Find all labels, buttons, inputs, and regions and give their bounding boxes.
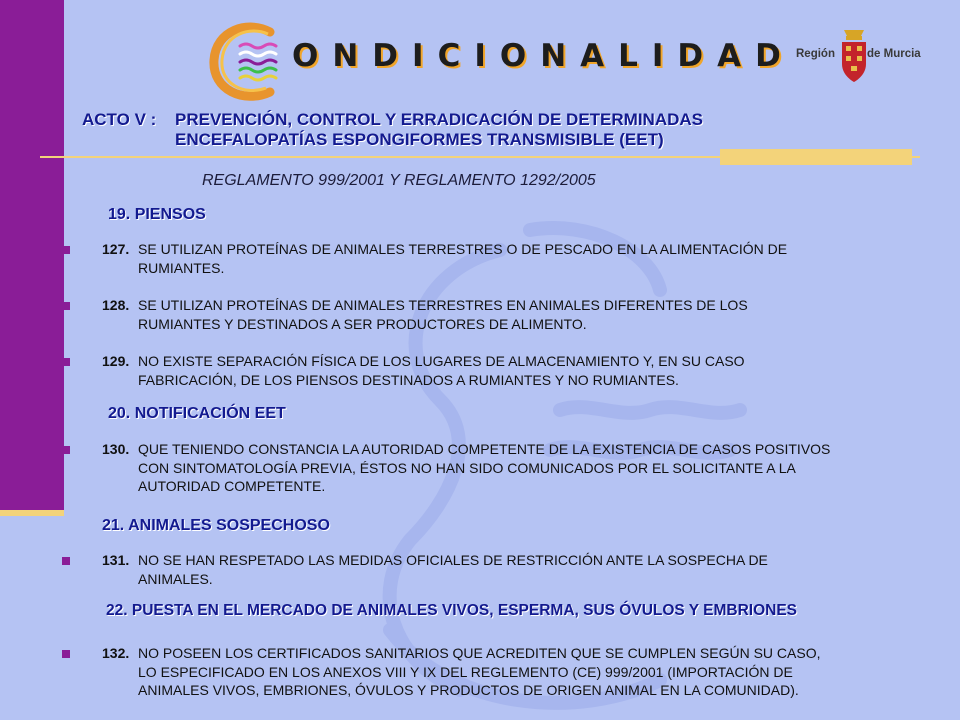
left-accent-bar-edge	[0, 510, 64, 516]
section-heading-puesta-en-mercado: 22. PUESTA EN EL MERCADO DE ANIMALES VIVOS, ESPERMA, SUS ÓVULOS Y EMBRIONES	[106, 602, 798, 619]
item-line: AUTORIDAD COMPETENTE.	[138, 478, 326, 494]
item-line: RUMIANTES Y DESTINADOS A SER PRODUCTORES DE ALIMENTO.	[138, 315, 587, 332]
act-title-line-1: PREVENCIÓN, CONTROL Y ERRADICACIÓN DE DETERMINADAS	[175, 110, 703, 129]
item-line: ANIMALES.	[138, 570, 213, 587]
region-label: Región	[796, 48, 835, 60]
item-line: RUMIANTES.	[138, 259, 225, 276]
act-title-line-2: ENCEFALOPATÍAS ESPONGIFORMES TRANSMISIBLE (EET)	[175, 130, 664, 149]
item-text	[138, 440, 938, 496]
bullet-icon	[62, 302, 70, 310]
regulation-subtitle: REGLAMENTO 999/2001 Y REGLAMENTO 1292/2005	[202, 172, 596, 189]
item-text	[138, 644, 938, 700]
act-title	[175, 110, 703, 150]
bullet-icon	[62, 650, 70, 658]
bullet-icon	[62, 446, 70, 454]
section-heading-notificacion: 20. NOTIFICACIÓN EET	[108, 405, 286, 422]
act-label: ACTO V :	[82, 110, 157, 129]
item-number: 130.	[102, 441, 130, 457]
section-heading-animales-sospechoso: 21. ANIMALES SOSPECHOSO	[102, 517, 330, 534]
section-heading-piensos: 19. PIENSOS	[108, 206, 206, 223]
item-line: ANIMALES VIVOS, EMBRIONES, ÓVULOS Y PRODUCTOS DE ORIGEN ANIMAL EN LA COMUNIDAD).	[138, 682, 799, 698]
item-line: FABRICACIÓN, DE LOS PIENSOS DESTINADOS A RUMIANTES Y NO RUMIANTES.	[138, 371, 679, 388]
item-line: SE UTILIZAN PROTEÍNAS DE ANIMALES TERRESTRES O DE PESCADO EN LA ALIMENTACIÓN DE	[138, 241, 788, 257]
logo-wordmark: ONDICIONALIDAD	[292, 38, 795, 74]
item-line: LO ESPECIFICADO EN LOS ANEXOS VIII Y IX DEL REGLEMENTO (CE) 999/2001 (IMPORTACIÓN DE	[138, 663, 793, 680]
murcia-label: de Murcia	[867, 48, 921, 60]
item-number: 132.	[102, 645, 130, 661]
item-text	[138, 240, 938, 277]
item-number: 128.	[102, 297, 130, 313]
item-line: NO POSEEN LOS CERTIFICADOS SANITARIOS QUE ACREDITEN QUE SE CUMPLEN SEGÚN SU CASO,	[138, 645, 821, 661]
item-text	[138, 551, 938, 588]
left-accent-bar	[0, 0, 64, 512]
item-text	[138, 352, 938, 389]
title-divider-accent	[720, 149, 912, 165]
item-number: 129.	[102, 353, 130, 369]
condicionalidad-c-logo	[208, 20, 288, 102]
item-line: QUE TENIENDO CONSTANCIA LA AUTORIDAD COMPETENTE DE LA EXISTENCIA DE CASOS POSITIVOS	[138, 441, 831, 457]
item-line: NO SE HAN RESPETADO LAS MEDIDAS OFICIALES DE RESTRICCIÓN ANTE LA SOSPECHA DE	[138, 552, 768, 568]
item-line: NO EXISTE SEPARACIÓN FÍSICA DE LOS LUGARES DE ALMACENAMIENTO Y, EN SU CASO	[138, 353, 745, 369]
bullet-icon	[62, 557, 70, 565]
item-text	[138, 296, 938, 333]
item-number: 127.	[102, 241, 130, 257]
bullet-icon	[62, 246, 70, 254]
item-line: CON SINTOMATOLOGÍA PREVIA, ÉSTOS NO HAN SIDO COMUNICADOS POR EL SOLICITANTE A LA	[138, 459, 796, 476]
item-number: 131.	[102, 552, 130, 568]
bullet-icon	[62, 358, 70, 366]
item-line: SE UTILIZAN PROTEÍNAS DE ANIMALES TERRESTRES EN ANIMALES DIFERENTES DE LOS	[138, 297, 748, 313]
